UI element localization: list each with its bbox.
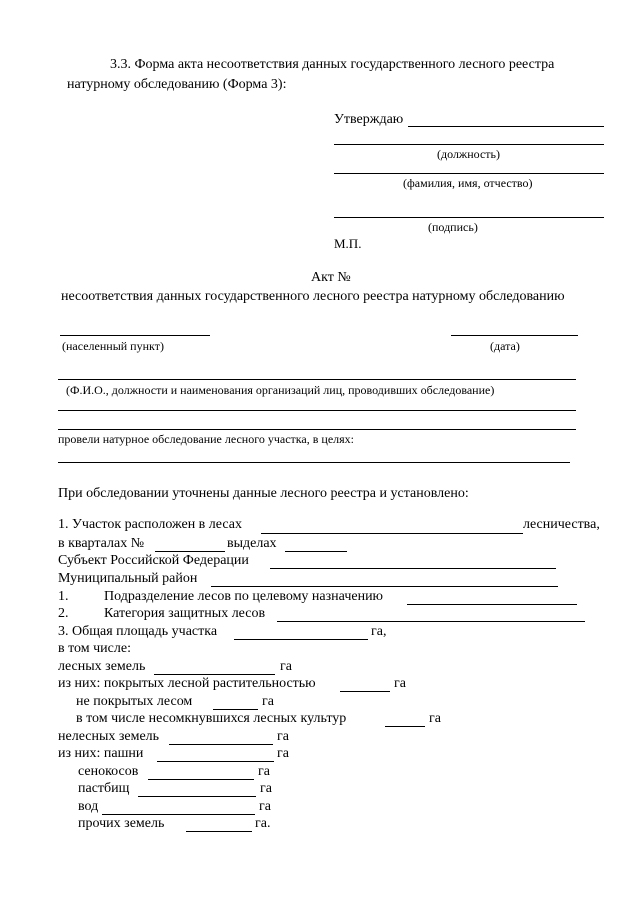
total-area-unit: га, [371,624,387,639]
other-blank[interactable] [186,831,252,832]
date-blank[interactable] [451,335,578,336]
municipal-blank[interactable] [211,586,558,587]
pastures-label: пастбищ [78,781,130,796]
municipal-label: Муниципальный район [58,571,198,586]
item2-label: Категория защитных лесов [104,606,266,621]
act-title: Акт № [311,270,351,285]
item1-num: 1. [58,589,69,604]
arable-label: из них: пашни [58,746,144,761]
forests-blank[interactable] [261,533,523,534]
forest-lands-label: лесных земель [58,659,146,674]
approve-label: Утверждаю [334,112,404,127]
persons-blank-2[interactable] [58,410,576,411]
compartments-label: выделах [227,536,277,551]
intro-text: При обследовании уточнены данные лесного реестра и установлено: [58,486,469,501]
hayfields-unit: га [258,764,270,779]
compartments-blank[interactable] [285,551,347,552]
position-caption: (должность) [437,147,500,161]
signature-caption: (подпись) [428,220,478,234]
pastures-blank[interactable] [138,796,256,797]
covered-unit: га [394,676,406,691]
locality-blank[interactable] [60,335,210,336]
persons-blank[interactable] [58,379,576,380]
forest-lands-unit: га [280,659,292,674]
name-caption: (фамилия, имя, отчество) [403,176,533,190]
including-label: в том числе: [58,641,131,656]
position-blank[interactable] [334,144,604,145]
locality-caption: (населенный пункт) [62,339,164,353]
water-label: вод [78,799,99,814]
item1-label: Подразделение лесов по целевому назначению [104,589,384,604]
quarters-blank[interactable] [155,551,225,552]
item1-blank[interactable] [407,604,577,605]
water-blank[interactable] [102,814,255,815]
plot-location-label: 1. Участок расположен в лесах [58,517,242,532]
nonforest-label: нелесных земель [58,729,160,744]
arable-unit: га [277,746,289,761]
covered-blank[interactable] [340,691,390,692]
hayfields-label: сенокосов [78,764,139,779]
signature-blank[interactable] [334,217,604,218]
purpose-caption: провели натурное обследование лесного участка, в целях: [58,432,355,446]
not-covered-unit: га [262,694,274,709]
persons-caption: (Ф.И.О., должности и наименования организаций лиц, проводивших обследование) [66,383,495,397]
purpose-blank[interactable] [58,462,570,463]
water-unit: га [259,799,271,814]
other-label: прочих земель [78,816,165,831]
total-area-label: 3. Общая площадь участка [58,624,218,639]
subject-blank[interactable] [270,568,556,569]
unclosed-blank[interactable] [385,726,425,727]
section-title-line-1: 3.3. Форма акта несоответствия данных государственного лесного реестра [110,57,555,72]
other-unit: га. [255,816,271,831]
quarters-label: в кварталах № [58,536,145,551]
nonforest-unit: га [277,729,289,744]
item2-blank[interactable] [277,621,585,622]
total-area-blank[interactable] [234,639,368,640]
name-blank[interactable] [334,173,604,174]
covered-label: из них: покрытых лесной растительностью [58,676,316,691]
persons-blank-3[interactable] [58,429,576,430]
act-subtitle: несоответствия данных государственного лесного реестра натурному обследованию [61,289,565,304]
approve-blank[interactable] [408,126,604,127]
forest-lands-blank[interactable] [154,674,275,675]
stamp-label: М.П. [334,236,362,251]
pastures-unit: га [260,781,272,796]
item2-num: 2. [58,606,69,621]
not-covered-blank[interactable] [213,709,258,710]
not-covered-label: не покрытых лесом [76,694,193,709]
unclosed-label: в том числе несомкнувшихся лесных культур [76,711,347,726]
forestry-label: лесничества, [523,517,600,532]
unclosed-unit: га [429,711,441,726]
date-caption: (дата) [490,339,520,353]
arable-blank[interactable] [157,761,274,762]
nonforest-blank[interactable] [169,744,273,745]
section-title-line-2: натурному обследованию (Форма 3): [67,77,287,92]
subject-label: Субъект Российской Федерации [58,553,249,568]
hayfields-blank[interactable] [148,779,254,780]
